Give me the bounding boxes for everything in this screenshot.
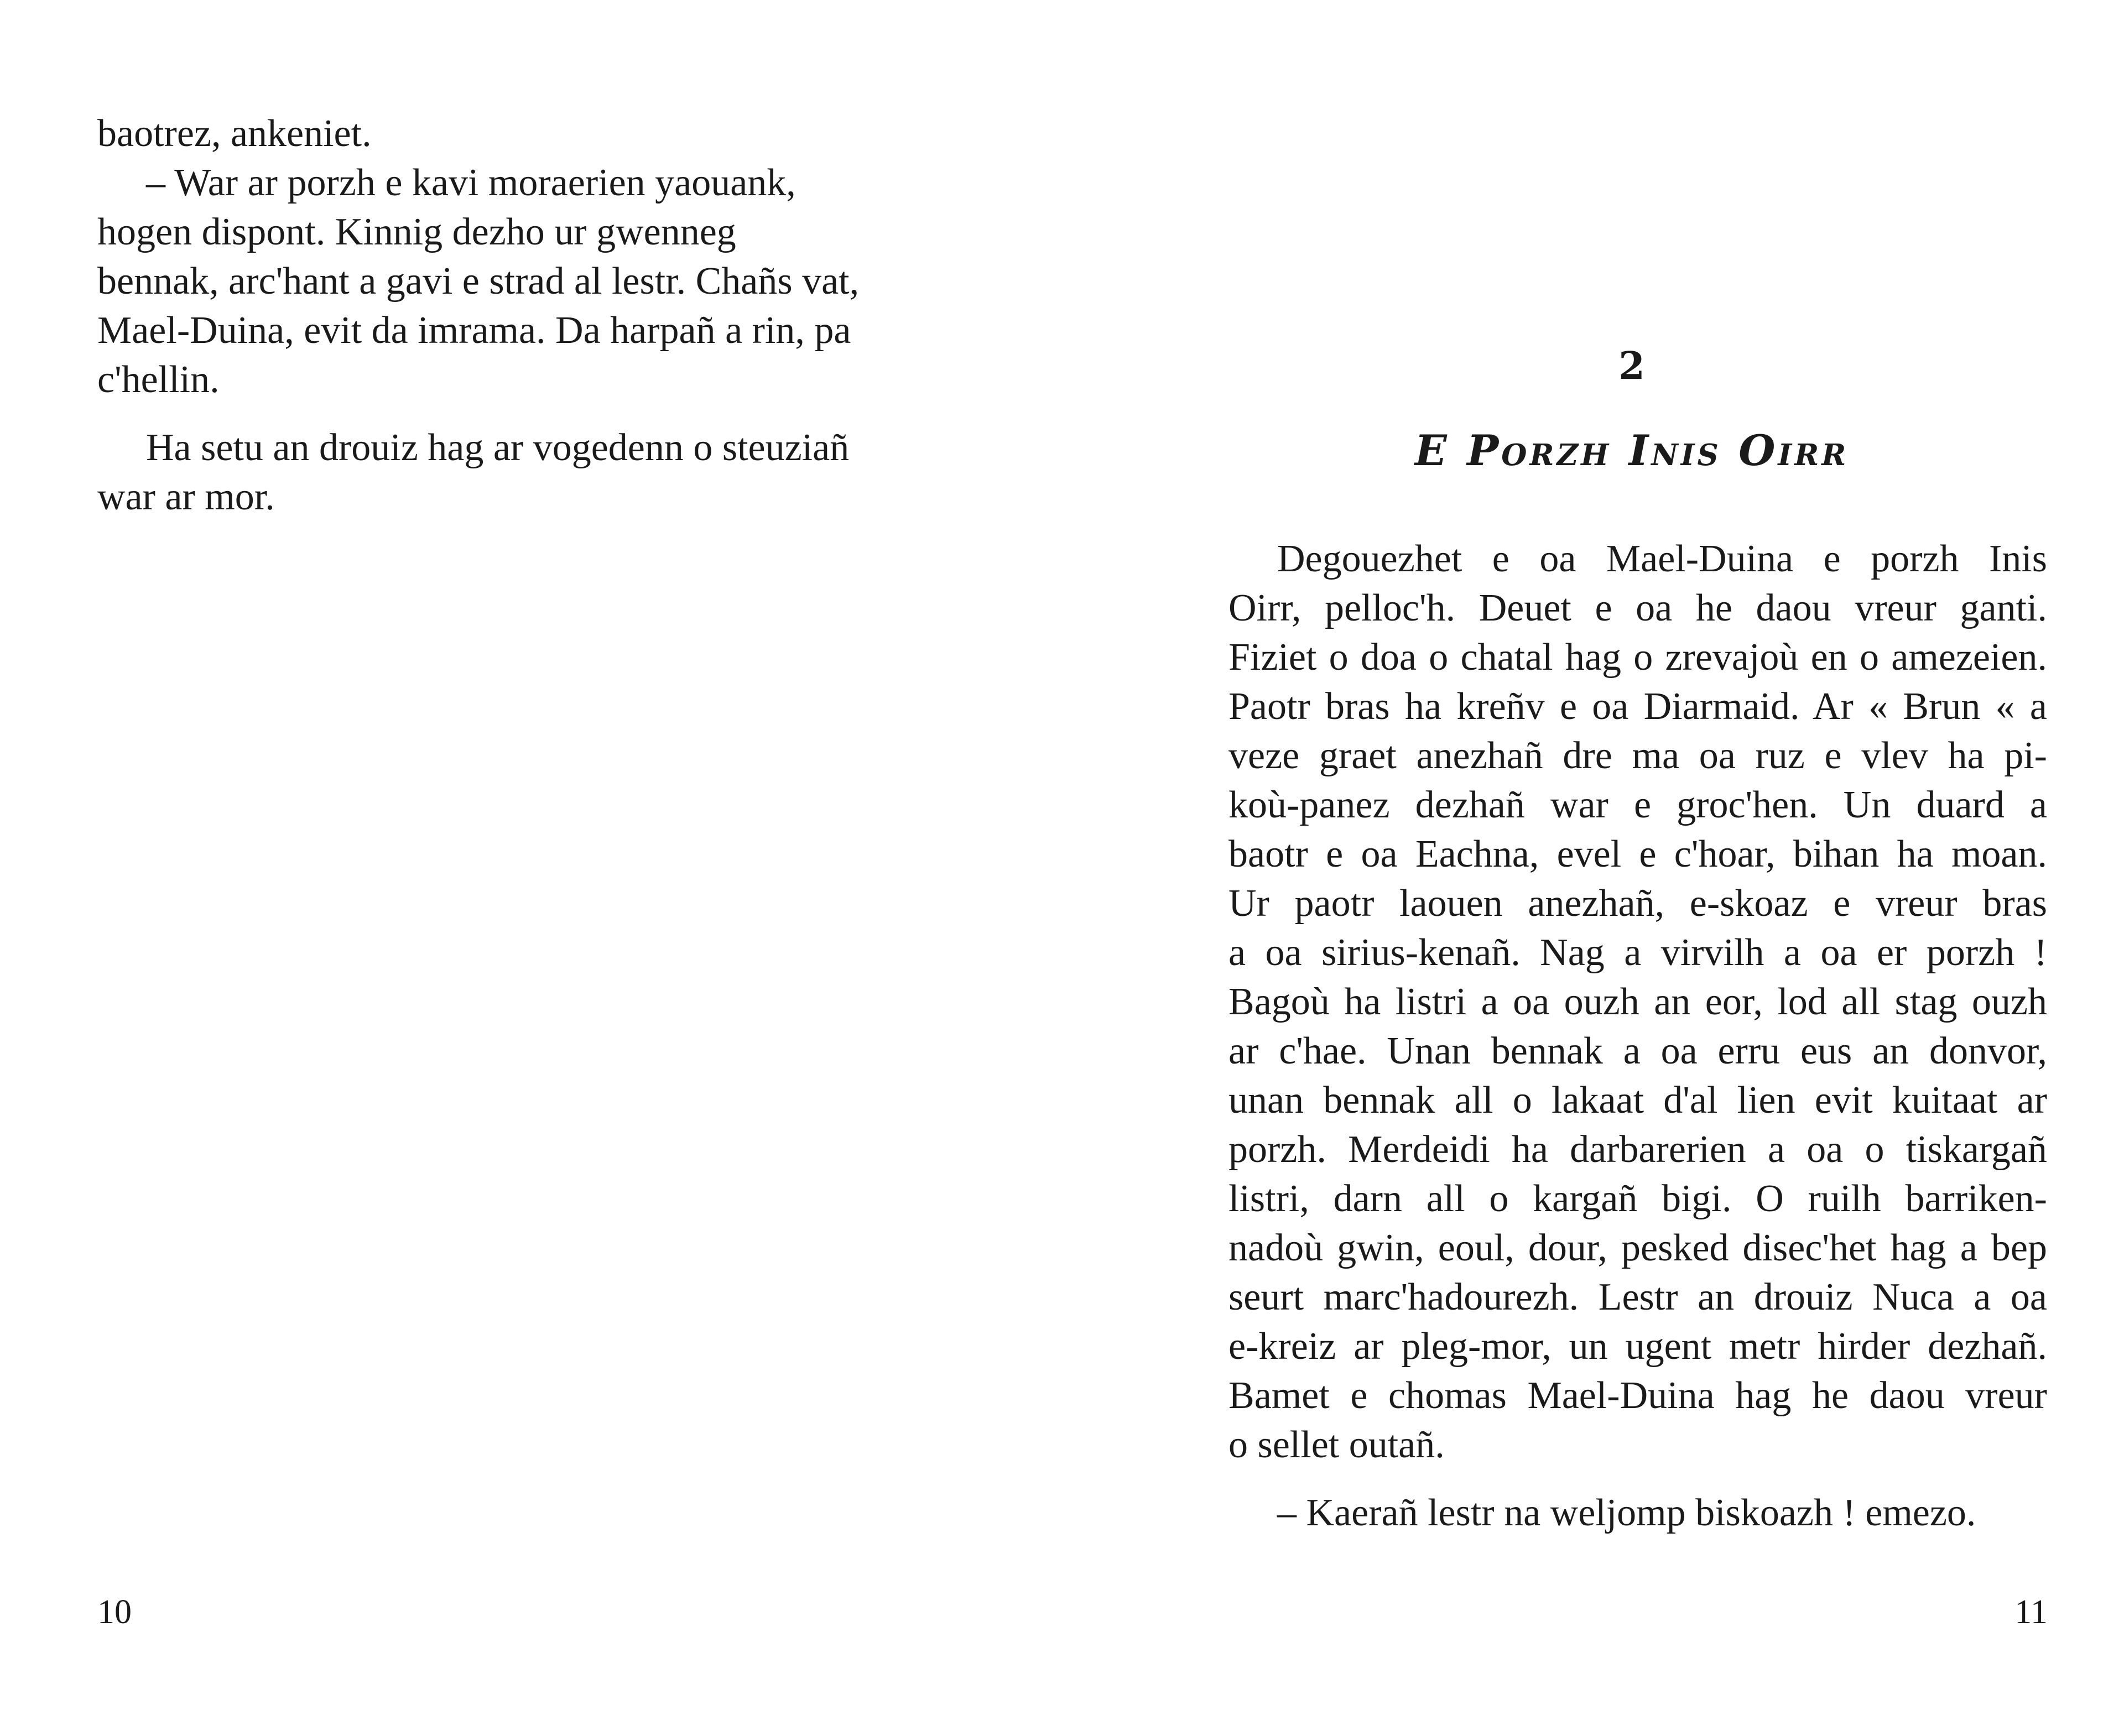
text-line: o sellet outañ. [1228,1424,1445,1466]
paragraph [97,158,916,404]
right-page-number: 11 [2014,1593,2048,1631]
text-line: listri, darn all o kargañ bigi. O ruilh barriken- [1228,1177,2047,1220]
right-page-text [1228,534,2047,1537]
text-line: unan bennak all o lakaat d'al lien evit kuitaat ar [1228,1079,2047,1122]
text-line: porzh. Merdeidi ha darbarerien a oa o tiskargañ [1228,1128,2047,1171]
text-line: – Kaerañ lestr na weljomp biskoazh ! emezo. [1277,1492,1976,1534]
text-line: Bamet e chomas Mael-Duina hag he daou vreur [1228,1374,2047,1417]
text-line: seurt marc'hadourezh. Lestr an drouiz Nuca a oa [1228,1276,2047,1318]
text-line: e-kreiz ar pleg-mor, un ugent metr hirder dezhañ. [1228,1325,2047,1368]
paragraph [97,423,916,522]
left-page-number: 10 [97,1593,132,1631]
text-line: ar c'hae. Unan bennak a oa erru eus an donvor, [1228,1030,2047,1072]
text-line: Fiziet o doa o chatal hag o zrevajoù en o amezeien. [1228,636,2047,679]
text-line: – War ar porzh e kavi moraerien yaouank, [146,161,796,204]
paragraph [1228,1488,2047,1537]
text-line: Ur paotr laouen anezhañ, e-skoaz e vreur bras [1228,882,2047,925]
text-line: Ha setu an drouiz hag ar vogedenn o steuziañ [146,426,850,469]
chapter-title: E Porzh Inis Oirr [1414,426,1849,475]
text-line: Bagoù ha listri a oa ouzh an eor, lod all stag ouzh [1228,981,2047,1023]
text-line: Degouezhet e oa Mael-Duina e porzh Inis [1277,538,2047,580]
text-line: a oa sirius-kenañ. Nag a virvilh a oa er porzh ! [1228,931,2047,974]
paragraph [1228,534,2047,1469]
text-line: war ar mor. [97,476,275,518]
paragraph [97,109,916,158]
text-line: Oirr, pelloc'h. Deuet e oa he daou vreur ganti. [1228,587,2047,629]
text-line: veze graet anezhañ dre ma oa ruz e vlev ha pi- [1228,734,2047,777]
text-line: baotr e oa Eachna, evel e c'hoar, bihan ha moan. [1228,833,2047,875]
text-line: baotrez, ankeniet. [97,112,372,155]
text-line: hogen dispont. Kinnig dezho ur gwenneg [97,211,736,253]
text-line: Mael-Duina, evit da imrama. Da harpañ a rin, pa [97,309,851,352]
text-line: c'hellin. [97,358,220,401]
left-page-text [97,109,916,522]
text-line: Paotr bras ha kreñv e oa Diarmaid. Ar « Brun « a [1228,685,2047,728]
right-page [1062,0,2124,1736]
chapter-number: 2 [1618,344,1645,388]
text-line: nadoù gwin, eoul, dour, pesked disec'het hag a bep [1228,1227,2047,1269]
text-line: koù-panez dezhañ war e groc'hen. Un duard a [1228,784,2047,826]
text-line: bennak, arc'hant a gavi e strad al lestr. Chañs vat, [97,260,860,303]
